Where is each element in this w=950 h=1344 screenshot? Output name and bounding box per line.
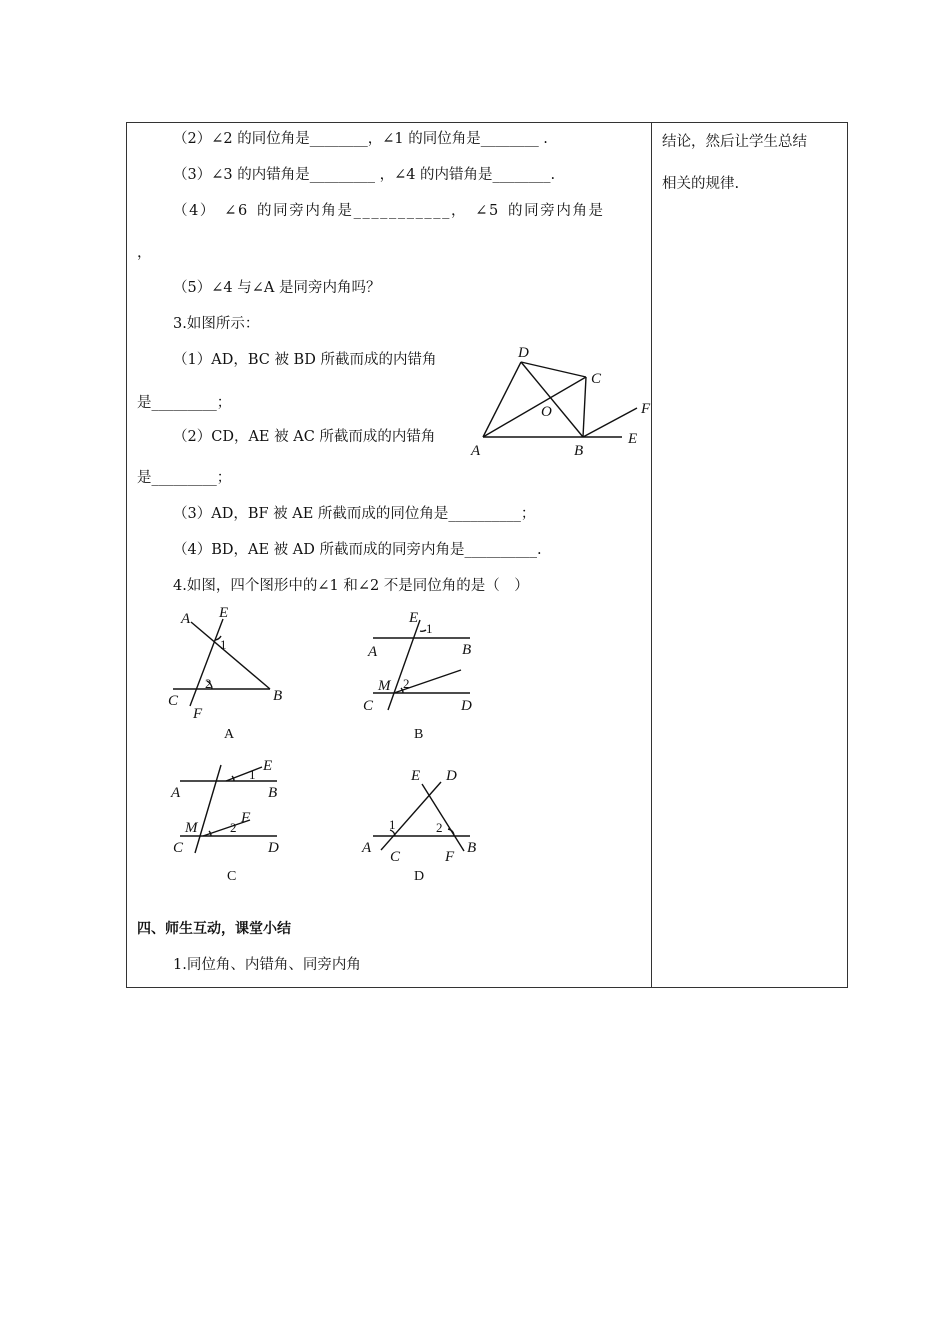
problem-3-part-4: （4）BD，AE 被 AD 所截而成的同旁内角是__________. [173, 542, 542, 558]
fig4a-label-e: E [219, 605, 229, 621]
fig4c-label-f: F [241, 810, 251, 826]
fig4-caption-c: C [227, 869, 237, 884]
fig3-label-a: A [471, 443, 481, 459]
fig4a-label-f: F [193, 706, 203, 722]
question-3: （3）∠3 的内错角是_________ ，∠4 的内错角是________. [173, 167, 556, 183]
fig3-label-f: F [641, 401, 651, 417]
fig3-label-b: B [574, 443, 584, 459]
fig4b-label-m: M [378, 678, 391, 694]
problem-4-figure-a [160, 600, 290, 725]
side-note-line-1: 结论，然后让学生总结 [662, 134, 807, 150]
fig4d-label-a: A [362, 840, 372, 856]
fig4c-angle-1: 1 [249, 767, 256, 782]
fig4-caption-b: B [414, 727, 424, 742]
question-2: （2）∠2 的同位角是________，∠1 的同位角是________ . [173, 131, 548, 147]
problem-4-figure-d [355, 760, 485, 865]
fig4c-label-d: D [268, 840, 279, 856]
fig4d-label-d: D [446, 768, 457, 784]
fig4b-label-a: A [368, 644, 378, 660]
fig4c-label-a: A [171, 785, 181, 801]
fig4a-angle-1: 1 [220, 637, 227, 652]
problem-3-part-3: （3）AD，BF 被 AE 所截而成的同位角是__________； [173, 506, 536, 522]
question-5: （5）∠4 与∠A 是同旁内角吗？ [173, 280, 381, 296]
question-4-continued: ， [137, 245, 152, 261]
fig4-caption-d: D [414, 869, 425, 884]
problem-3-title: 3.如图所示： [173, 316, 260, 332]
problem-4-title: 4.如图，四个图形中的∠1 和∠2 不是同位角的是（ ） [173, 578, 529, 594]
fig4b-label-c: C [363, 698, 374, 714]
section-4-heading: 四、师生互动，课堂小结 [137, 921, 291, 937]
fig4d-label-b: B [467, 840, 477, 856]
fig4-caption-a: A [224, 727, 235, 742]
problem-3-part-2-blank: 是_________； [137, 470, 232, 486]
fig4b-angle-2: 2 [403, 676, 410, 691]
fig4c-label-e: E [263, 758, 273, 774]
fig4d-label-c: C [390, 849, 401, 865]
section-4-item-1: 1.同位角、内错角、同旁内角 [173, 957, 361, 973]
fig4c-label-c: C [173, 840, 184, 856]
fig4d-angle-1: 1 [389, 817, 396, 832]
problem-3-figure [466, 340, 656, 462]
problem-3-part-1: （1）AD，BC 被 BD 所截而成的内错角 [173, 352, 437, 368]
fig4b-label-e: E [409, 610, 419, 626]
fig4a-label-a: A [181, 611, 191, 627]
fig4b-label-b: B [462, 642, 472, 658]
fig3-label-o: O [541, 404, 552, 420]
fig4b-label-d: D [461, 698, 472, 714]
table-column-divider [651, 122, 652, 988]
question-4: （4） ∠6 的同旁内角是___________， ∠5 的同旁内角是 [173, 203, 605, 219]
problem-4-figure-c [165, 750, 295, 865]
fig3-label-e: E [628, 431, 638, 447]
fig3-label-d: D [518, 345, 529, 361]
side-note-line-2: 相关的规律. [662, 176, 740, 192]
fig4b-angle-1: 1 [426, 621, 433, 636]
fig3-label-c: C [591, 371, 602, 387]
fig4c-label-m: M [185, 820, 198, 836]
problem-4-figure-b [355, 600, 485, 720]
fig4d-angle-2: 2 [436, 820, 443, 835]
fig4c-label-b: B [268, 785, 278, 801]
fig4c-angle-2: 2 [230, 820, 237, 835]
fig4d-label-e: E [411, 768, 421, 784]
problem-3-part-1-blank: 是_________； [137, 395, 232, 411]
problem-3-part-2: （2）CD，AE 被 AC 所截而成的内错角 [173, 429, 436, 445]
fig4a-label-b: B [273, 688, 283, 704]
fig4a-label-c: C [168, 693, 179, 709]
fig4d-label-f: F [445, 849, 455, 865]
fig4a-angle-2: 2 [205, 676, 212, 691]
